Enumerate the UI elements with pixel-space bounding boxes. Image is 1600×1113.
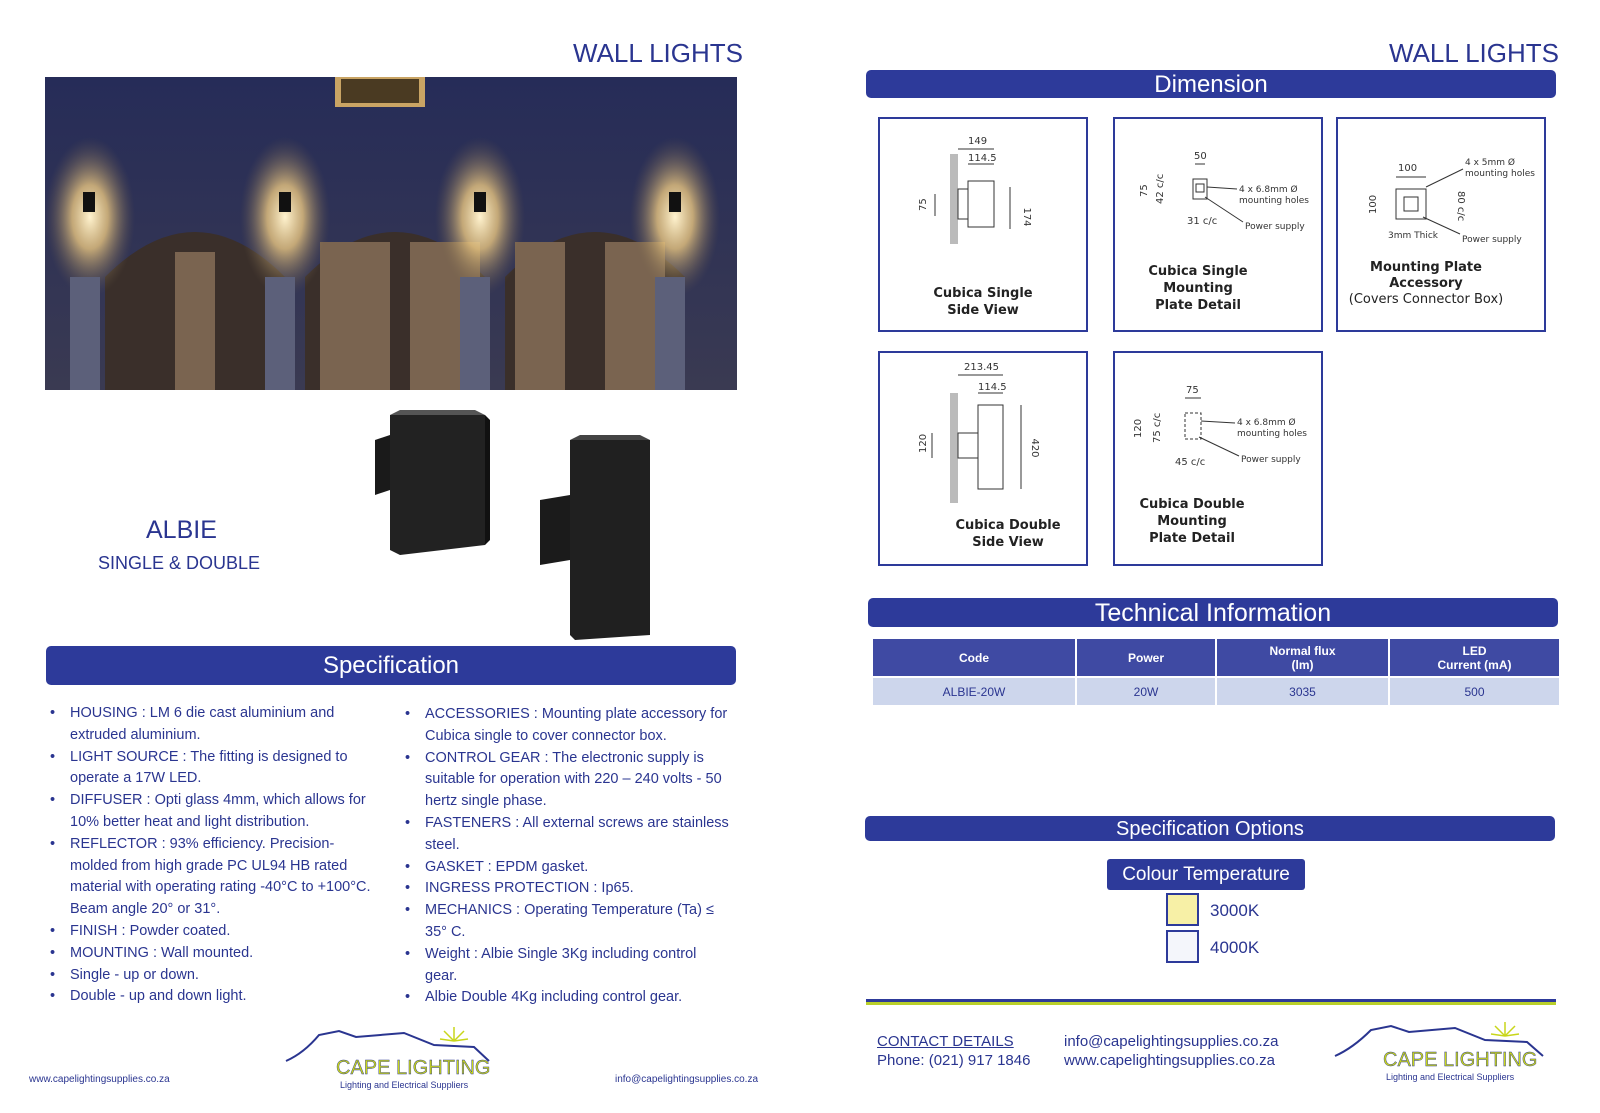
colour-option-label: 3000K: [1210, 901, 1260, 920]
colour-option-label: 4000K: [1210, 938, 1260, 957]
dim-label: 4 x 6.8mm Ø: [1237, 418, 1296, 428]
table-header-current: LED Current (mA): [1390, 639, 1559, 676]
dim-label: 50: [1194, 151, 1207, 162]
dim-label: 114.5: [968, 153, 997, 164]
dim-label: 174: [1021, 207, 1032, 227]
caption-line: Plate Detail: [1149, 531, 1235, 546]
table-header-flux: Normal flux (lm): [1217, 639, 1388, 676]
dim-label: 45 c/c: [1175, 457, 1206, 468]
swatch-4000k: [1166, 930, 1199, 963]
dim-label: 75: [918, 198, 929, 211]
list-item: • MECHANICS : Operating Temperature (Ta) ≤ 35° C.: [401, 900, 731, 944]
colour-temperature-label: Colour Temperature: [1107, 859, 1305, 890]
product-name: ALBIE: [146, 516, 217, 544]
contact-email-link[interactable]: info@capelightingsupplies.co.za: [1064, 1033, 1279, 1050]
caption-line: Mounting: [1163, 281, 1233, 296]
caption-line: Cubica Single: [1148, 264, 1248, 279]
list-item: • INGRESS PROTECTION : Ip65.: [401, 878, 731, 900]
dim-label: 120: [918, 433, 929, 453]
dim-label: mounting holes: [1237, 429, 1307, 439]
diagram-mounting-plate-accessory: [1336, 117, 1546, 332]
table-header-power: Power: [1077, 639, 1215, 676]
diagram-cubica-double-mounting-plate: [1113, 351, 1323, 566]
caption-line: Cubica Double: [955, 518, 1061, 533]
list-item: • FINISH : Powder coated.: [46, 921, 376, 943]
table-cell: 20W: [1077, 678, 1215, 705]
dim-label: 80 c/c: [1455, 191, 1466, 222]
table-cell: 3035: [1217, 678, 1388, 705]
dim-label: mounting holes: [1465, 169, 1535, 179]
hero-photo: [45, 77, 737, 390]
table-row: [873, 678, 1559, 705]
product-photo: [375, 410, 675, 640]
spec-list-col1: [46, 703, 376, 1008]
footer-website-link[interactable]: www.capelightingsupplies.co.za: [29, 1074, 170, 1085]
diagram-cubica-single-side-view: [878, 117, 1088, 332]
list-item: • FASTENERS : All external screws are stainless steel.: [401, 813, 731, 857]
swatch-3000k: [1166, 893, 1199, 926]
table-cell: ALBIE-20W: [873, 678, 1075, 705]
table-cell: 500: [1390, 678, 1559, 705]
caption-line: Cubica Double: [1139, 497, 1245, 512]
dim-label: Power supply: [1245, 222, 1305, 232]
contact-phone: Phone: (021) 917 1846: [877, 1052, 1031, 1069]
technical-info-table: [871, 637, 1561, 707]
list-item: • Single - up or down.: [46, 965, 376, 987]
dim-label: Power supply: [1462, 235, 1522, 245]
dim-label: 100: [1368, 194, 1379, 214]
footer-divider-accent: [866, 1002, 1556, 1005]
list-item: • MOUNTING : Wall mounted.: [46, 943, 376, 965]
logo-tagline: Lighting and Electrical Suppliers: [340, 1080, 469, 1090]
product-variant: SINGLE & DOUBLE: [98, 553, 261, 573]
list-item: • REFLECTOR : 93% efficiency. Precision-molded from high grade PC UL94 HB rated material with operating rating -40°C to +100°C. Beam angle 20° or 31°.: [46, 834, 376, 921]
right-page-header: WALL LIGHTS: [1389, 38, 1560, 68]
dim-label: 42 c/c: [1155, 173, 1166, 204]
caption-line: Side View: [947, 303, 1019, 318]
technical-info-bar: Technical Information: [868, 598, 1558, 627]
dim-label: 120: [1133, 418, 1144, 438]
caption-line: Cubica Single: [933, 286, 1033, 301]
dim-label: 114.5: [978, 382, 1007, 393]
list-item: • Double - up and down light.: [46, 986, 376, 1008]
table-header-code: Code: [873, 639, 1075, 676]
spec-list-col2: [401, 704, 731, 1009]
dim-label: 75 c/c: [1152, 412, 1163, 443]
list-item: • ACCESSORIES : Mounting plate accessory for Cubica single to cover connector box.: [401, 704, 731, 748]
list-item: • DIFFUSER : Opti glass 4mm, which allows for 10% better heat and light distribution.: [46, 790, 376, 834]
caption-line: Side View: [972, 535, 1044, 550]
list-item: • HOUSING : LM 6 die cast aluminium and extruded aluminium.: [46, 703, 376, 747]
logo-tagline: Lighting and Electrical Suppliers: [1386, 1072, 1515, 1082]
dim-label: 100: [1398, 163, 1418, 174]
dim-label: 3mm Thick: [1388, 231, 1438, 241]
dim-label: 149: [968, 136, 988, 147]
specification-bar: Specification: [46, 646, 736, 685]
logo-name: CAPE LIGHTING: [1383, 1049, 1538, 1071]
dim-label: Power supply: [1241, 455, 1301, 465]
specification-options-bar: Specification Options: [865, 816, 1555, 841]
dim-label: 4 x 5mm Ø: [1465, 158, 1515, 168]
dim-label: 4 x 6.8mm Ø: [1239, 185, 1298, 195]
caption-line: Mounting Plate: [1370, 260, 1482, 275]
contact-website-link[interactable]: www.capelightingsupplies.co.za: [1064, 1052, 1275, 1069]
dim-label: 31 c/c: [1187, 216, 1218, 227]
list-item: • CONTROL GEAR : The electronic supply is suitable for operation with 220 – 240 volts - 50 hertz single phase.: [401, 748, 731, 813]
diagram-cubica-single-mounting-plate: [1113, 117, 1323, 332]
company-logo-right: [1333, 1016, 1548, 1091]
logo-name: CAPE LIGHTING: [336, 1057, 491, 1079]
dim-label: mounting holes: [1239, 196, 1309, 206]
dim-label: 75: [1139, 184, 1150, 197]
dimension-bar: Dimension: [866, 70, 1556, 98]
footer-email-link[interactable]: info@capelightingsupplies.co.za: [615, 1074, 759, 1085]
contact-title: CONTACT DETAILS: [877, 1033, 1014, 1050]
caption-line: Mounting: [1157, 514, 1227, 529]
list-item: • Albie Double 4Kg including control gear.: [401, 987, 731, 1009]
list-item: • GASKET : EPDM gasket.: [401, 857, 731, 879]
caption-line: Plate Detail: [1155, 298, 1241, 313]
company-logo: [284, 1023, 494, 1095]
list-item: • LIGHT SOURCE : The fitting is designed to operate a 17W LED.: [46, 747, 376, 791]
list-item: • Weight : Albie Single 3Kg including control gear.: [401, 944, 731, 988]
left-page-header: WALL LIGHTS: [573, 38, 744, 68]
dim-label: 420: [1029, 438, 1040, 458]
dim-label: 213.45: [964, 362, 999, 373]
caption-line: (Covers Connector Box): [1348, 292, 1504, 307]
diagram-cubica-double-side-view: [878, 351, 1088, 566]
caption-line: Accessory: [1389, 276, 1463, 291]
dim-label: 75: [1186, 385, 1199, 396]
